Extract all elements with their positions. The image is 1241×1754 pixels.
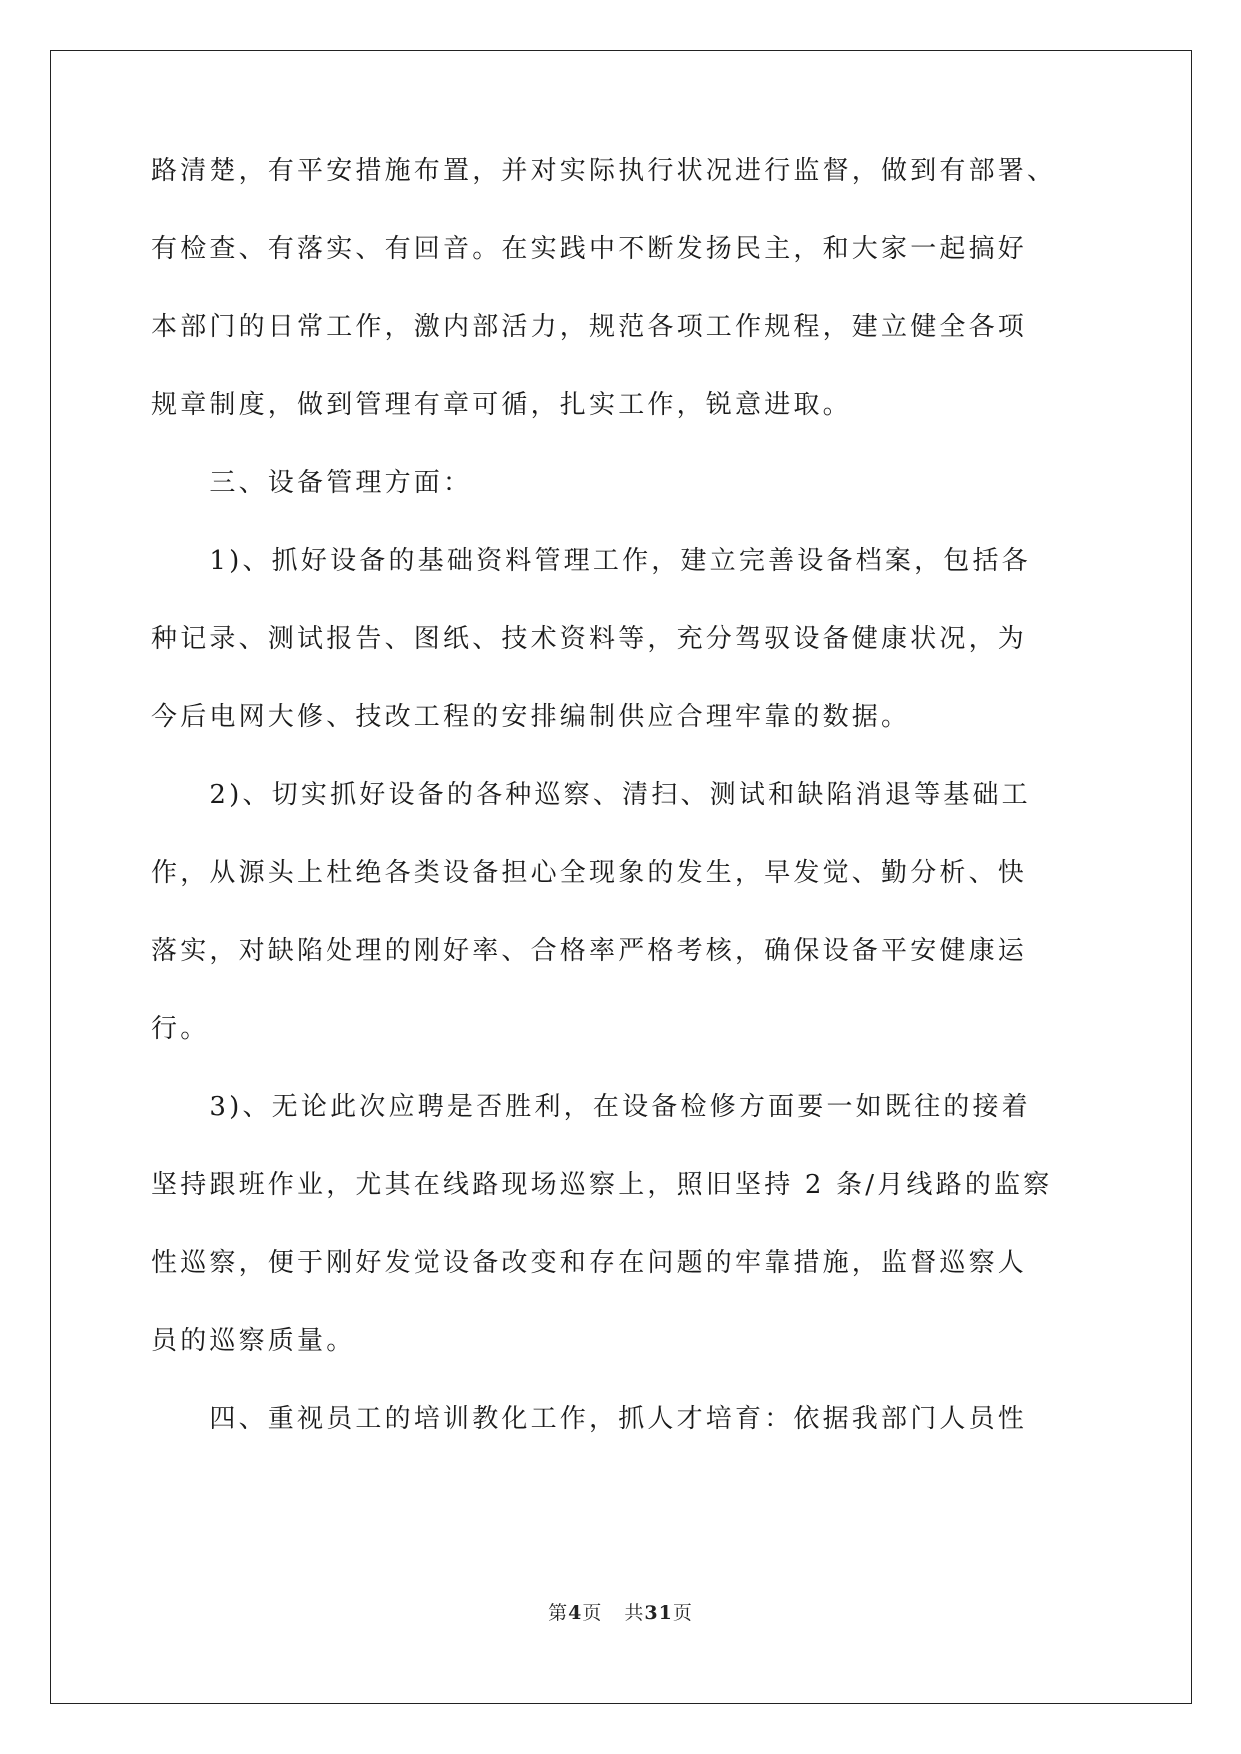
- text-line: 2)、切实抓好设备的各种巡察、清扫、测试和缺陷消退等基础工: [151, 780, 1031, 810]
- text-line: 落实，对缺陷处理的刚好率、合格率严格考核，确保设备平安健康运: [151, 936, 1028, 966]
- total-pages: 31: [644, 1602, 673, 1624]
- text-line: 今后电网大修、技改工程的安排编制供应合理牢靠的数据。: [151, 702, 911, 732]
- page-number: 4: [568, 1602, 583, 1624]
- text-line: 种记录、测试报告、图纸、技术资料等，充分驾驭设备健康状况，为: [151, 624, 1028, 654]
- text-line: 路清楚，有平安措施布置，并对实际执行状况进行监督，做到有部署、: [151, 156, 1057, 186]
- text-line: 1)、抓好设备的基础资料管理工作，建立完善设备档案，包括各: [151, 546, 1031, 576]
- text-line: 行。: [151, 1014, 210, 1044]
- text-line: 坚持跟班作业，尤其在线路现场巡察上，照旧坚持 2 条/月线路的监察: [151, 1170, 1053, 1200]
- section-heading: 三、设备管理方面：: [151, 468, 473, 498]
- text-line: 本部门的日常工作，激内部活力，规范各项工作规程，建立健全各项: [151, 312, 1028, 342]
- section-heading: 四、重视员工的培训教化工作，抓人才培育：依据我部门人员性: [151, 1404, 1028, 1434]
- footer-total-prefix: 共: [624, 1602, 645, 1624]
- text-line: 规章制度，做到管理有章可循，扎实工作，锐意进取。: [151, 390, 852, 420]
- text-line: 作，从源头上杜绝各类设备担心全现象的发生，早发觉、勤分析、快: [151, 858, 1028, 888]
- page-footer: [0, 1598, 1241, 1625]
- text-line: 3)、无论此次应聘是否胜利，在设备检修方面要一如既往的接着: [151, 1092, 1031, 1122]
- text-line: 员的巡察质量。: [151, 1326, 356, 1356]
- document-body: [151, 153, 1091, 1479]
- text-line: 性巡察，便于刚好发觉设备改变和存在问题的牢靠措施，监督巡察人: [151, 1248, 1028, 1278]
- text-line: 有检查、有落实、有回音。在实践中不断发扬民主，和大家一起搞好: [151, 234, 1028, 264]
- footer-page-suffix: 页: [582, 1602, 603, 1624]
- footer-prefix: 第: [548, 1602, 569, 1624]
- footer-total-suffix: 页: [672, 1602, 693, 1624]
